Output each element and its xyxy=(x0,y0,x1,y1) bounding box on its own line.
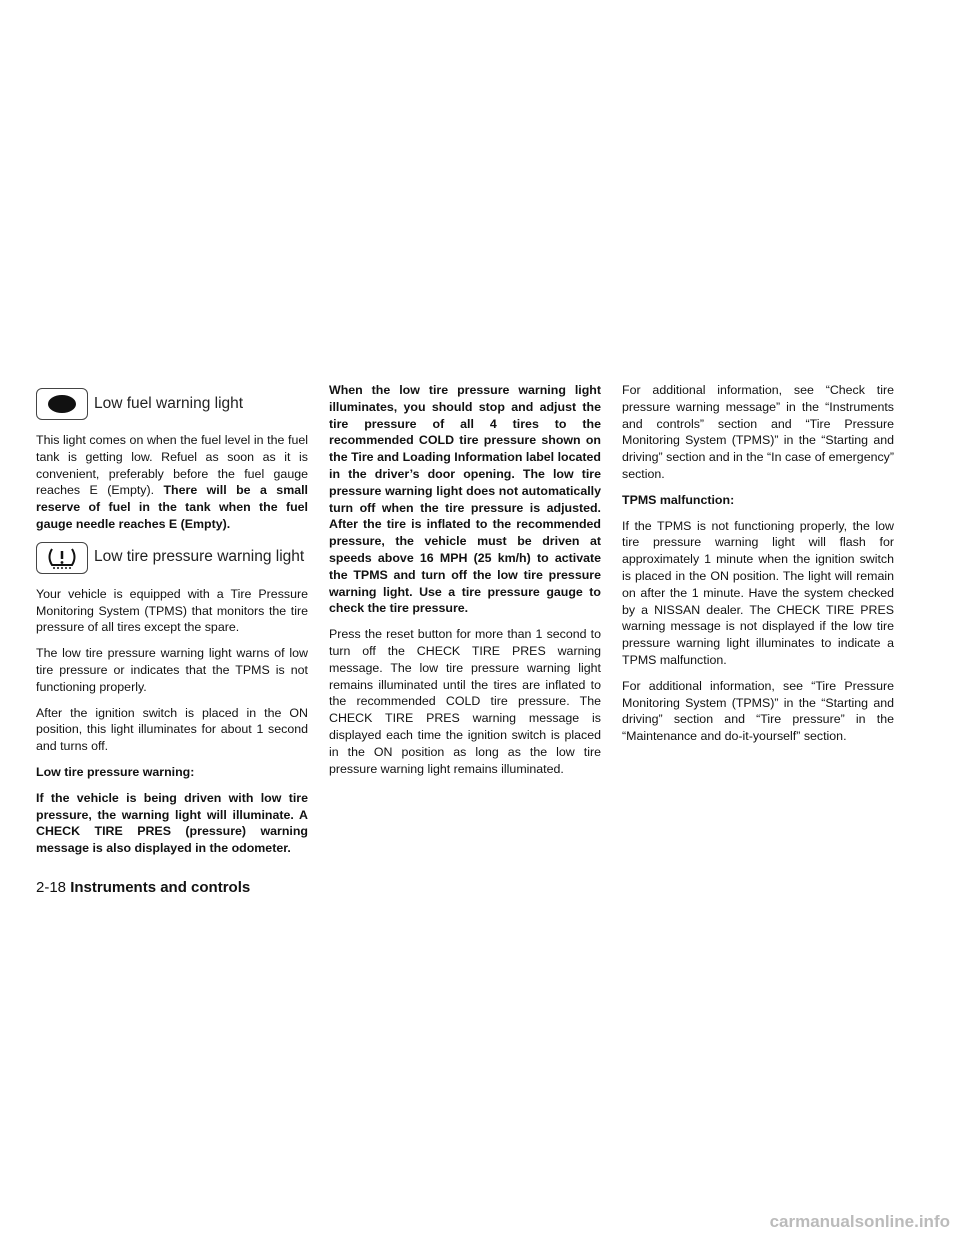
page-number: 2-18 xyxy=(36,879,67,896)
fuel-warning-paragraph xyxy=(36,432,308,533)
tire-warning-title: Low tire pressure warning light xyxy=(94,548,305,566)
column-2 xyxy=(329,382,601,786)
fuel-warning-heading xyxy=(36,388,308,420)
paragraph: For additional information, see “Check tire pressure warning message” in the “Instruments and controls” section and “Tire Pressure Monitoring System (TPMS)” in the “Starting and driving” section and in the “In case of emergency” section. xyxy=(622,383,894,481)
paragraph: If the TPMS is not functioning properly, the low tire pressure warning light will flash for approximately 1 minute when the ignition switch is placed in the ON position. The light will remain on after the 1 minute. Have the system checked by a NISSAN dealer. The CHECK TIRE PRES warning message is not displayed if the low tire pressure warning light illuminates to indicate a TPMS malfunction. xyxy=(622,518,894,667)
paragraph-bold: If the vehicle is being driven with low tire pressure, the warning light will illuminate. A CHECK TIRE PRES (pressure) warning message is also displayed in the odometer. xyxy=(36,790,308,856)
tire-warning-heading xyxy=(36,542,308,574)
tire-pressure-warning-icon xyxy=(36,542,88,574)
paragraph: After the ignition switch is placed in the ON position, this light illuminates for about 1 second and turns off. xyxy=(36,705,308,754)
fuel-warning-title: Low fuel warning light xyxy=(94,394,244,412)
watermark: carmanualsonline.info xyxy=(769,1212,950,1231)
paragraph: For additional information, see “Tire Pressure Monitoring System (TPMS)” in the “Starting and driving” section and “Tire pressure” in the “Maintenance and do-it-yourself” section. xyxy=(622,678,894,744)
paragraph: Your vehicle is equipped with a Tire Pressure Monitoring System (TPMS) that monitors the tire pressure of all tires except the spare. xyxy=(36,586,308,635)
paragraph: Press the reset button for more than 1 second to turn off the CHECK TIRE PRES warning message. The low tire pressure warning light remains illuminated until the tires are inflated to the recommended COLD tire pressure. The CHECK TIRE PRES warning message is displayed each time the ignition switch is placed in the ON position as long as the low tire pressure warning light remains illuminated. xyxy=(329,627,601,776)
column-3 xyxy=(622,382,894,754)
subheading: TPMS malfunction: xyxy=(622,492,735,507)
subheading: Low tire pressure warning: xyxy=(36,764,195,779)
section-name: Instruments and controls xyxy=(70,879,251,896)
paragraph: The low tire pressure warning light warns of low tire pressure or indicates that the TPMS is not functioning properly. xyxy=(36,646,308,694)
page-footer xyxy=(36,879,250,896)
fuel-text-bold: There will be a small reserve of fuel in the tank when the fuel gauge needle reaches E (Empty). xyxy=(36,483,308,531)
fuel-text: This light comes on when the fuel level in the fuel tank is getting low. Refuel as soon as it is convenient, preferably before the fuel gauge reaches E (Empty). xyxy=(36,433,308,498)
paragraph-bold: When the low tire pressure warning light illuminates, you should stop and adjust the tire pressure of all 4 tires to the recommended COLD tire pressure shown on the Tire and Loading Information label located in the driver’s door opening. The low tire pressure warning light does not automatically turn off when the tire pressure is adjusted. After the tire is inflated to the recommended pressure, the vehicle must be driven at speeds above 16 MPH (25 km/h) to activate the TPMS and turn off the low tire pressure warning light. Use a tire pressure gauge to check the tire pressure. xyxy=(329,383,601,616)
column-1 xyxy=(36,382,308,866)
fuel-warning-icon xyxy=(36,388,88,420)
